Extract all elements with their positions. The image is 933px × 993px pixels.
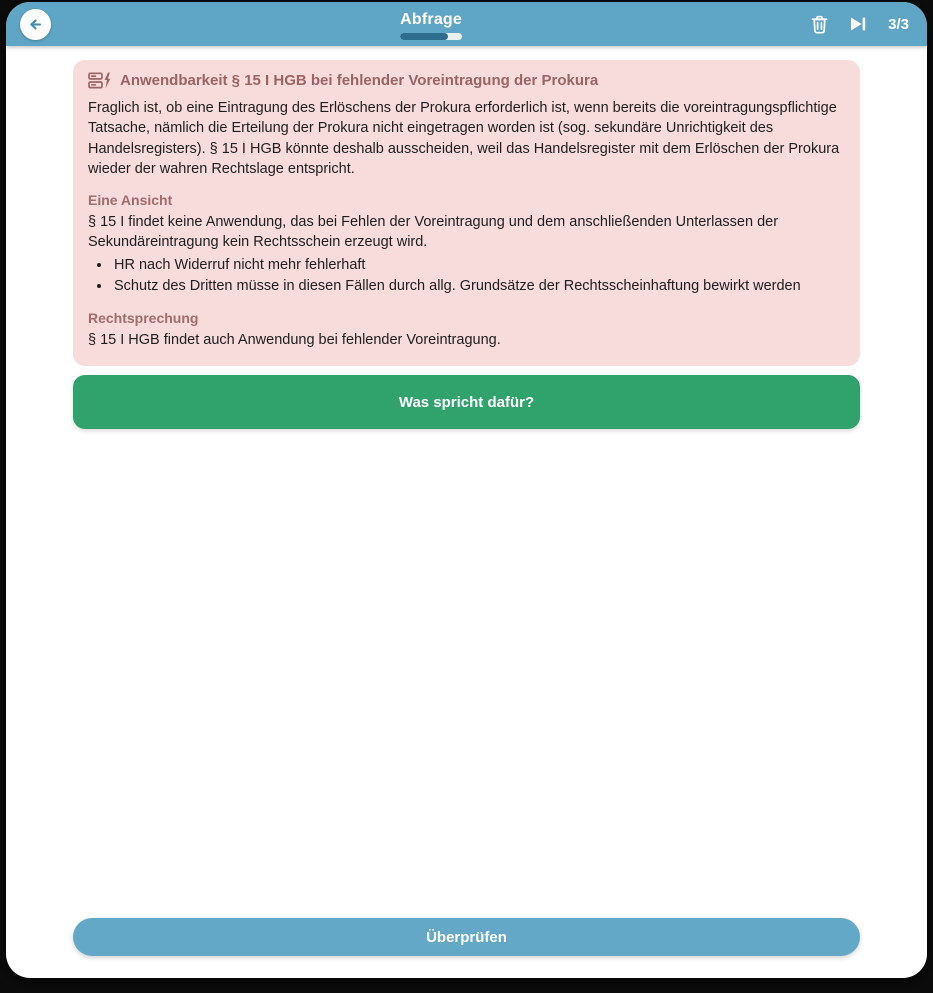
question-card <box>73 60 860 366</box>
bullet-item: • Schutz des Dritten müsse in diesen Fällen durch allg. Grundsätze der Rechtsscheinhaftung bewirkt werden <box>112 276 845 297</box>
back-arrow-icon <box>27 16 44 33</box>
card-title-row <box>88 72 845 89</box>
progress-fill <box>400 33 448 40</box>
card-title: Anwendbarkeit § 15 I HGB bei fehlender Voreintragung der Prokura <box>120 72 599 89</box>
skip-next-icon <box>850 17 866 31</box>
skip-next-button[interactable] <box>850 17 866 31</box>
hint-button[interactable]: Was spricht dafür? <box>73 375 860 429</box>
check-button[interactable]: Überprüfen <box>73 918 860 956</box>
section-heading-one-view: Eine Ansicht <box>88 192 173 209</box>
trash-icon <box>811 15 828 34</box>
flashcard-bolt-icon <box>88 72 111 89</box>
section-body-one-view: § 15 I findet keine Anwendung, das bei Fehlen der Voreintragung und dem anschließenden Unterlassen der Sekundäreintragung kein Rechtsschein erzeugt wird. <box>88 214 779 251</box>
section-heading-case-law: Rechtsprechung <box>88 309 199 326</box>
section-body-case-law: § 15 I HGB findet auch Anwendung bei fehlender Voreintragung. <box>88 331 501 348</box>
main-content <box>6 60 927 429</box>
app-window <box>6 2 927 978</box>
top-bar <box>6 2 927 46</box>
topbar-actions <box>811 15 927 34</box>
page-title: Abfrage <box>400 10 462 28</box>
progress-bar <box>400 33 462 40</box>
back-button[interactable] <box>20 9 51 40</box>
card-counter: 3/3 <box>888 15 909 33</box>
bullet-item: • HR nach Widerruf nicht mehr fehlerhaft <box>112 255 845 276</box>
topbar-center <box>51 9 811 40</box>
bullet-list <box>88 255 845 297</box>
delete-card-button[interactable] <box>811 15 828 34</box>
card-intro: Fraglich ist, ob eine Eintragung des Erlöschens der Prokura erforderlich ist, wenn bereits die voreintragungspflichtige Tatsache, nämlich die Erteilung der Prokura nicht eingetragen worden ist (sog. sekundäre Unrichtigkeit des Handelsregisters). § 15 I HGB könnte deshalb ausscheiden, weil das Handelsregister mit dem Erlöschen der Prokura wieder der wahren Rechtslage entspricht. <box>88 100 840 177</box>
